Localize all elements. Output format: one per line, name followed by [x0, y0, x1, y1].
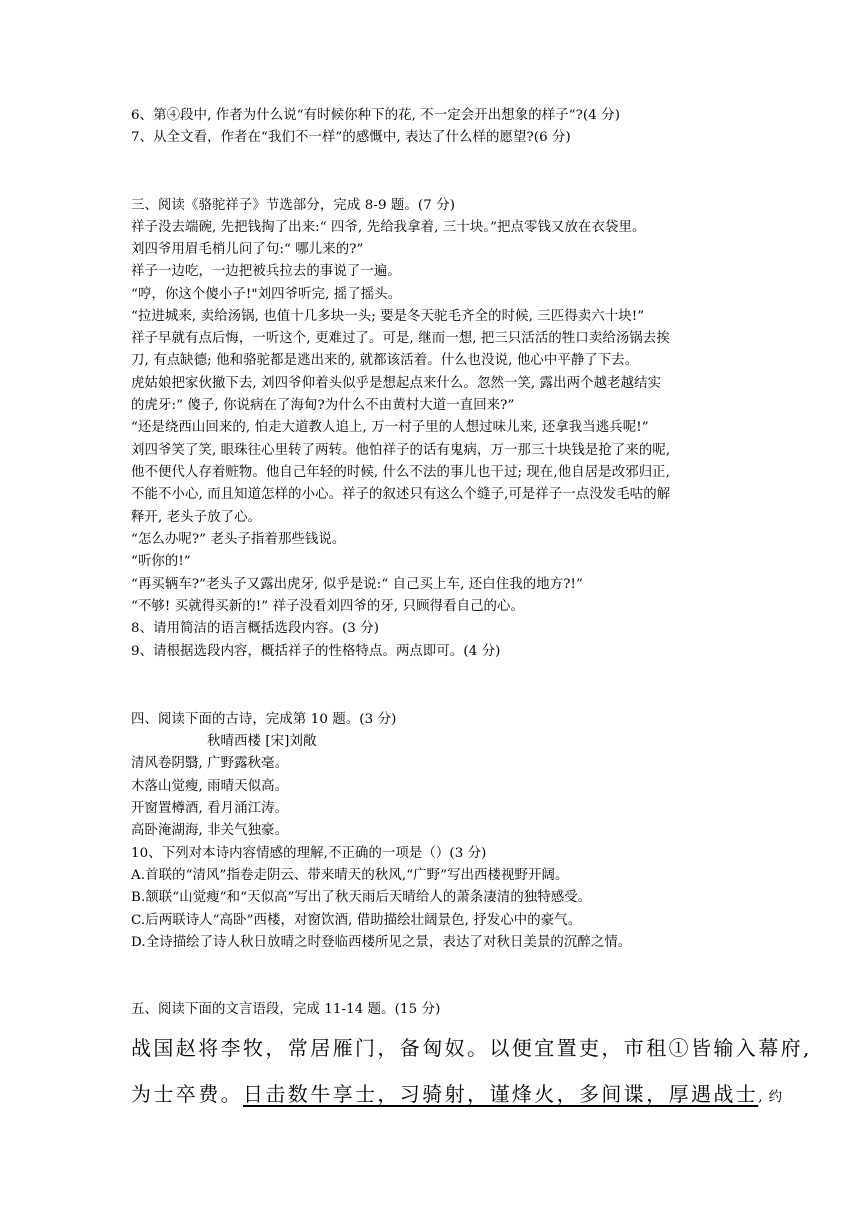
passage-line: 刘四爷用眉毛梢儿问了句:“ 哪儿来的?”	[131, 242, 364, 257]
passage-line: 刘四爷笑了笑, 眼珠往心里转了两转。他怕祥子的话有鬼病，万一那三十块钱是抢了来的呢,	[131, 443, 671, 458]
passage-line: 祥子早就有点后悔，一听这个, 更难过了。可是, 继而一想, 把三只活活的牲口卖给汤锅去挨	[131, 331, 670, 346]
classical-text-segment: 约	[768, 1090, 783, 1105]
passage-line: 他不便代人存着赃物。他自己年轻的时候, 什么不法的事儿也干过; 现在,他自居是改邪归正,	[131, 465, 671, 480]
passage-line: “还是绕西山回来的, 怕走大道教人追上, 万一村子里的人想过味儿来, 还拿我当逃兵呢!”	[131, 420, 649, 435]
option-d: D.全诗描绘了诗人秋日放晴之时登临西楼所见之景，表达了对秋日美景的沉醉之情。	[131, 935, 632, 950]
passage-line: 的虎牙:“ 傻子, 你说病在了海甸?为什么不由黄村大道一直回来?”	[131, 398, 515, 413]
passage-line: “哼，你这个傻小子!"刘四爷听完, 摇了摇头。	[131, 287, 402, 302]
question-10: 10、下列对本诗内容情感的理解,不正确的一项是（）(3 分)	[131, 846, 487, 861]
poem-line: 清风卷阴翳, 广野露秋毫。	[131, 756, 289, 771]
option-a: A.首联的“清风”指卷走阴云、带来晴天的秋风,“广野”写出西楼视野开阔。	[131, 868, 569, 883]
classical-text-segment: ,	[758, 1090, 763, 1105]
passage-line: 不能不小心, 而且知道怎样的小心。祥子的叙述只有这么个缝子,可是祥子一点没发毛咕的解	[131, 487, 671, 502]
underlined-sentence: 日击数牛享士，习骑射，谨烽火，多间谍，厚遇战士	[243, 1082, 759, 1106]
passage-line: “怎么办呢?” 老头子指着那些钱说。	[131, 532, 346, 547]
passage-line: 祥子没去端碗, 先把钱掏了出来:“ 四爷, 先给我拿着, 三十块。”把点零钱又放在衣袋里。	[131, 220, 646, 235]
option-b: B.颔联“山觉瘦”和“天似高”写出了秋天雨后天晴给人的萧条凄清的独特感受。	[131, 890, 592, 905]
option-c: C.后两联诗人“高卧”西楼，对窗饮酒, 借助描绘壮阔景色, 抒发心中的豪气。	[131, 913, 582, 928]
classical-text-segment: 为士卒费。	[131, 1082, 243, 1106]
classical-text-line: 战国赵将李牧，常居雁门，备匈奴。以便宜置吏，市租①皆输入幕府,	[131, 1036, 812, 1060]
question-6: 6、第④段中, 作者为什么说“有时候你种下的花, 不一定会开出想象的样子”?(4 分)	[131, 108, 621, 123]
poem-line: 高卧淹湖海, 非关气独豪。	[131, 823, 289, 838]
passage-line: “听你的!”	[131, 554, 191, 569]
classical-text-line	[131, 1081, 782, 1111]
passage-line: 祥子一边吃，一边把被兵拉去的事说了一遍。	[131, 264, 401, 279]
passage-line: 虎姑娘把家伙撤下去, 刘四爷仰着头似乎是想起点来什么。忽然一笑, 露出两个越老越结实	[131, 376, 662, 391]
poem-title: 秋晴西楼 [宋]刘敞	[207, 734, 317, 749]
section-4-heading: 四、阅读下面的古诗，完成第 10 题。(3 分)	[131, 712, 397, 727]
passage-line: “再买辆车?”老头子又露出虎牙, 似乎是说:“ 自己买上车, 还白住我的地方?!”	[131, 577, 583, 592]
section-3-heading: 三、阅读《骆驼祥子》节选部分，完成 8-9 题。(7 分)	[131, 198, 456, 213]
poem-line: 木落山觉瘦, 雨晴天似高。	[131, 779, 289, 794]
question-9: 9、请根据选段内容，概括祥子的性格特点。两点即可。(4 分)	[131, 644, 501, 659]
passage-line: “拉进城来, 卖给汤锅, 也值十几多块一头; 要是冬天驼毛齐全的时候, 三匹得卖六十块!”	[131, 309, 645, 324]
question-8: 8、请用简洁的语言概括选段内容。(3 分)	[131, 621, 380, 636]
section-5-heading: 五、阅读下面的文言语段，完成 11-14 题。(15 分)	[131, 1002, 441, 1017]
poem-line: 开窗置樽酒, 看月涌江涛。	[131, 801, 289, 816]
passage-line: “不够! 买就得买新的!” 祥子没看刘四爷的牙, 只顾得看自己的心。	[131, 599, 525, 614]
passage-line: 释开, 老头子放了心。	[131, 510, 262, 525]
question-7: 7、从全文看，作者在“我们不一样”的感慨中, 表达了什么样的愿望?(6 分)	[131, 130, 571, 145]
passage-line: 刀, 有点缺德; 他和骆驼都是逃出来的, 就都该活着。什么也没说, 他心中平静了下去。	[131, 353, 639, 368]
